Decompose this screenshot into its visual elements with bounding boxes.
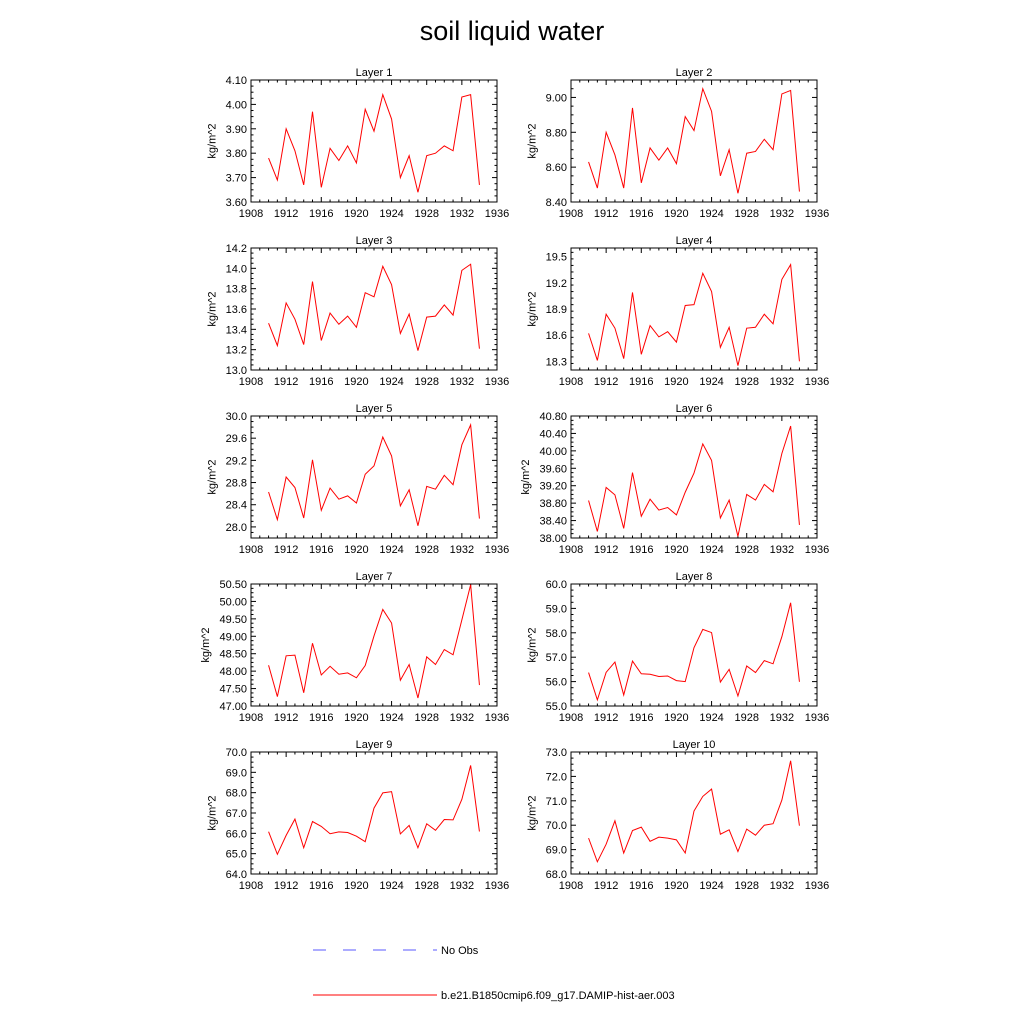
x-tick-label: 1924 <box>699 208 724 220</box>
panel-title: Layer 9 <box>355 739 393 751</box>
y-tick-label: 19.5 <box>545 251 567 264</box>
y-tick-label: 4.10 <box>225 75 247 87</box>
x-tick-label: 1920 <box>664 544 689 556</box>
x-tick-label: 1936 <box>484 880 510 892</box>
y-tick-label: 30.0 <box>225 411 247 423</box>
x-tick-label: 1920 <box>344 880 369 892</box>
series-line <box>269 585 480 698</box>
panel-title: Layer 7 <box>355 571 393 583</box>
x-tick-label: 1928 <box>414 712 439 724</box>
y-tick-label: 50.50 <box>219 579 247 591</box>
x-tick-label: 1928 <box>734 376 759 388</box>
panel-title: Layer 1 <box>355 67 393 79</box>
x-tick-label: 1912 <box>273 712 299 724</box>
y-tick-label: 13.4 <box>225 324 247 337</box>
y-tick-label: 69.0 <box>545 844 567 857</box>
plot-frame <box>251 416 497 538</box>
x-tick-label: 1924 <box>379 544 404 556</box>
x-tick-label: 1920 <box>344 376 369 388</box>
x-tick-label: 1928 <box>414 544 439 556</box>
plot-frame <box>571 248 817 370</box>
y-axis-label: kg/m^2 <box>206 795 219 831</box>
y-tick-label: 13.2 <box>225 344 247 357</box>
x-tick-label: 1920 <box>344 712 369 724</box>
y-tick-label: 40.00 <box>539 445 567 458</box>
x-tick-label: 1936 <box>484 712 510 724</box>
x-tick-label: 1928 <box>734 208 759 220</box>
y-tick-label: 3.70 <box>225 172 247 185</box>
series-line <box>589 89 800 194</box>
y-tick-label: 4.00 <box>225 99 247 112</box>
y-tick-label: 38.40 <box>539 515 567 528</box>
x-tick-label: 1928 <box>414 208 439 220</box>
x-tick-label: 1932 <box>769 880 795 892</box>
x-tick-label: 1916 <box>309 208 334 220</box>
y-tick-label: 8.60 <box>545 162 567 175</box>
x-tick-label: 1916 <box>309 712 334 724</box>
y-axis-label: kg/m^2 <box>526 123 539 159</box>
x-tick-label: 1920 <box>664 712 689 724</box>
x-tick-label: 1916 <box>629 376 654 388</box>
x-tick-label: 1932 <box>449 544 475 556</box>
panel-title: Layer 10 <box>672 739 716 751</box>
x-tick-label: 1928 <box>414 880 439 892</box>
y-axis-label: kg/m^2 <box>526 627 539 663</box>
panel-title: Layer 6 <box>675 403 713 415</box>
panel-grid <box>200 67 829 892</box>
y-tick-label: 69.0 <box>225 767 247 780</box>
x-tick-label: 1912 <box>593 208 619 220</box>
y-tick-label: 73.0 <box>545 747 567 759</box>
x-tick-label: 1916 <box>309 376 334 388</box>
x-tick-label: 1932 <box>769 712 795 724</box>
x-tick-label: 1936 <box>484 544 510 556</box>
x-tick-label: 1924 <box>699 880 724 892</box>
chart-panel-3 <box>206 235 509 388</box>
y-tick-label: 8.40 <box>545 197 567 209</box>
y-tick-label: 67.0 <box>225 808 247 820</box>
x-tick-label: 1932 <box>449 376 475 388</box>
x-tick-label: 1924 <box>379 208 404 220</box>
plot-frame <box>251 80 497 202</box>
plot-frame <box>251 584 497 706</box>
y-tick-label: 57.0 <box>545 652 567 665</box>
y-tick-label: 19.2 <box>545 277 567 290</box>
y-tick-label: 38.00 <box>539 533 567 545</box>
x-tick-label: 1936 <box>804 880 830 892</box>
figure-title: soil liquid water <box>419 16 605 46</box>
x-tick-label: 1908 <box>238 880 264 892</box>
y-tick-label: 71.0 <box>545 795 567 808</box>
x-tick-label: 1908 <box>558 712 584 724</box>
y-tick-label: 18.9 <box>545 304 567 316</box>
x-tick-label: 1932 <box>449 712 475 724</box>
x-tick-label: 1908 <box>558 376 584 388</box>
series-line <box>269 765 480 854</box>
y-tick-label: 13.0 <box>225 365 247 377</box>
y-tick-label: 55.0 <box>545 701 567 713</box>
x-tick-label: 1932 <box>769 208 795 220</box>
y-tick-label: 50.00 <box>219 596 247 609</box>
chart-panel-4 <box>526 235 829 388</box>
x-tick-label: 1936 <box>804 544 830 556</box>
y-tick-label: 49.00 <box>219 631 247 644</box>
y-tick-label: 13.6 <box>225 304 247 316</box>
y-tick-label: 28.8 <box>225 477 247 490</box>
x-tick-label: 1932 <box>769 376 795 388</box>
x-tick-label: 1936 <box>804 712 830 724</box>
series-line <box>269 425 480 526</box>
plot-frame <box>251 248 497 370</box>
x-tick-label: 1928 <box>734 880 759 892</box>
series-line <box>269 264 480 350</box>
y-tick-label: 40.80 <box>539 411 567 423</box>
y-tick-label: 9.00 <box>545 92 567 105</box>
x-tick-label: 1924 <box>699 544 724 556</box>
y-tick-label: 28.4 <box>225 499 247 512</box>
panel-title: Layer 5 <box>355 403 393 415</box>
chart-panel-2 <box>526 67 829 220</box>
x-tick-label: 1936 <box>484 208 510 220</box>
chart-panel-5 <box>206 403 509 556</box>
x-tick-label: 1920 <box>344 208 369 220</box>
y-tick-label: 18.6 <box>545 330 567 343</box>
y-tick-label: 38.80 <box>539 498 567 511</box>
x-tick-label: 1916 <box>629 208 654 220</box>
x-tick-label: 1912 <box>593 376 619 388</box>
x-tick-label: 1936 <box>804 376 830 388</box>
y-axis-label: kg/m^2 <box>526 795 539 831</box>
y-tick-label: 8.80 <box>545 127 567 140</box>
chart-panel-1 <box>206 67 509 220</box>
y-tick-label: 3.80 <box>225 148 247 161</box>
plot-frame <box>571 80 817 202</box>
plot-frame <box>571 416 817 538</box>
x-tick-label: 1932 <box>449 208 475 220</box>
y-tick-label: 47.00 <box>219 701 247 713</box>
series-line <box>589 265 800 366</box>
legend-obs-label: No Obs <box>441 945 479 957</box>
x-tick-label: 1916 <box>629 712 654 724</box>
y-tick-label: 70.0 <box>545 820 567 833</box>
y-tick-label: 59.0 <box>545 603 567 616</box>
x-tick-label: 1908 <box>558 208 584 220</box>
y-tick-label: 13.8 <box>225 283 247 296</box>
y-tick-label: 29.2 <box>225 455 247 468</box>
y-axis-label: kg/m^2 <box>206 291 219 327</box>
chart-panel-8 <box>526 571 829 724</box>
y-tick-label: 68.0 <box>225 787 247 800</box>
x-tick-label: 1908 <box>558 544 584 556</box>
x-tick-label: 1912 <box>593 880 619 892</box>
y-tick-label: 66.0 <box>225 828 247 841</box>
x-tick-label: 1928 <box>734 712 759 724</box>
y-tick-label: 29.6 <box>225 433 247 446</box>
chart-panel-6 <box>520 403 829 556</box>
series-line <box>589 426 800 536</box>
x-tick-label: 1908 <box>558 880 584 892</box>
y-tick-label: 48.00 <box>219 666 247 679</box>
x-tick-label: 1916 <box>629 544 654 556</box>
x-tick-label: 1912 <box>273 208 299 220</box>
x-tick-label: 1908 <box>238 544 264 556</box>
chart-panel-7 <box>200 571 509 724</box>
y-tick-label: 60.0 <box>545 579 567 591</box>
y-tick-label: 68.0 <box>545 869 567 881</box>
y-tick-label: 39.60 <box>539 463 567 476</box>
y-tick-label: 48.50 <box>219 648 247 661</box>
y-axis-label: kg/m^2 <box>520 459 532 495</box>
y-axis-label: kg/m^2 <box>206 459 219 495</box>
y-axis-label: kg/m^2 <box>526 291 539 327</box>
x-tick-label: 1928 <box>734 544 759 556</box>
panel-title: Layer 2 <box>675 67 713 79</box>
plot-frame <box>251 752 497 874</box>
panel-title: Layer 8 <box>675 571 713 583</box>
y-tick-label: 49.50 <box>219 613 247 626</box>
legend-model-label: b.e21.B1850cmip6.f09_g17.DAMIP-hist-aer.003 <box>441 990 675 1002</box>
legend <box>313 945 675 1002</box>
y-tick-label: 14.0 <box>225 263 247 276</box>
x-tick-label: 1908 <box>238 712 264 724</box>
series-line <box>589 761 800 862</box>
x-tick-label: 1924 <box>379 880 404 892</box>
y-tick-label: 70.0 <box>225 747 247 759</box>
x-tick-label: 1912 <box>593 712 619 724</box>
x-tick-label: 1932 <box>449 880 475 892</box>
x-tick-label: 1924 <box>699 712 724 724</box>
x-tick-label: 1936 <box>484 376 510 388</box>
panel-title: Layer 3 <box>355 235 393 247</box>
x-tick-label: 1912 <box>593 544 619 556</box>
x-tick-label: 1928 <box>414 376 439 388</box>
y-tick-label: 3.60 <box>225 197 247 209</box>
y-tick-label: 72.0 <box>545 771 567 784</box>
series-line <box>269 95 480 193</box>
y-tick-label: 18.3 <box>545 356 567 369</box>
x-tick-label: 1908 <box>238 376 264 388</box>
y-tick-label: 3.90 <box>225 123 247 136</box>
x-tick-label: 1920 <box>664 880 689 892</box>
x-tick-label: 1912 <box>273 880 299 892</box>
plot-frame <box>571 584 817 706</box>
y-tick-label: 39.20 <box>539 480 567 493</box>
y-tick-label: 58.0 <box>545 627 567 640</box>
x-tick-label: 1932 <box>769 544 795 556</box>
x-tick-label: 1920 <box>344 544 369 556</box>
y-tick-label: 28.0 <box>225 521 247 534</box>
y-tick-label: 47.50 <box>219 683 247 696</box>
x-tick-label: 1920 <box>664 208 689 220</box>
x-tick-label: 1936 <box>804 208 830 220</box>
x-tick-label: 1924 <box>379 376 404 388</box>
x-tick-label: 1912 <box>273 544 299 556</box>
x-tick-label: 1912 <box>273 376 299 388</box>
x-tick-label: 1924 <box>379 712 404 724</box>
y-tick-label: 40.40 <box>539 428 567 441</box>
y-tick-label: 65.0 <box>225 848 247 861</box>
y-axis-label: kg/m^2 <box>206 123 219 159</box>
x-tick-label: 1916 <box>629 880 654 892</box>
chart-panel-9 <box>206 739 509 892</box>
x-tick-label: 1908 <box>238 208 264 220</box>
y-tick-label: 14.2 <box>225 243 247 255</box>
y-tick-label: 56.0 <box>545 676 567 689</box>
x-tick-label: 1920 <box>664 376 689 388</box>
y-tick-label: 64.0 <box>225 869 247 881</box>
panel-title: Layer 4 <box>675 235 713 247</box>
x-tick-label: 1924 <box>699 376 724 388</box>
x-tick-label: 1916 <box>309 880 334 892</box>
x-tick-label: 1916 <box>309 544 334 556</box>
chart-panel-10 <box>526 739 829 892</box>
series-line <box>589 603 800 700</box>
y-axis-label: kg/m^2 <box>200 627 212 663</box>
